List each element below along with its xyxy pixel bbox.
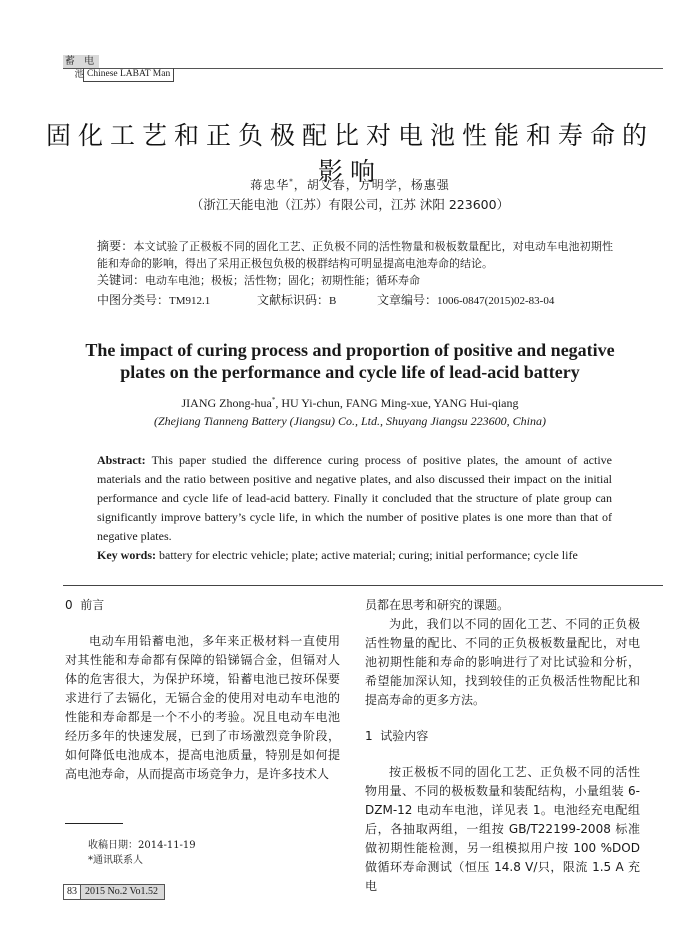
article-no-value: 1006-0847(2015)02-83-04 [437,295,555,307]
journal-name: Chinese LABAT Man [83,68,174,82]
clc-value: TM912.1 [169,295,211,307]
affiliation-cn: （浙江天能电池（江苏）有限公司，江苏 沭阳 223600） [190,197,510,212]
article-no-label: 文章编号： [377,293,438,307]
first-author-en: JIANG Zhong-hua [181,396,272,410]
section-1-title: 试验内容 [380,729,429,743]
footnote-rule [65,823,123,824]
right-column [365,596,640,896]
keywords-en-text: battery for electric vehicle; plate; active material; curing; initial performance; cycle life [159,548,578,562]
title-en: The impact of curing process and proportion of positive and negative plates on the performance and cycle life of lead-acid battery [85,340,615,382]
issue-info: 2015 No.2 Vo1.52 [85,886,158,897]
keywords-en-label: Key words: [97,548,156,562]
received-label: 收稿日期： [88,840,138,851]
abstract-cn-text: 本文试验了正极板不同的固化工艺、正负极不同的活性物量和极板数量配比，对电动车电池初期性能和寿命的影响，得出了采用正极包负极的极群结构可明显提高电池寿命的结论。 [97,240,613,270]
doc-code-value: B [329,295,337,307]
keywords-cn-text: 电动车电池；极板；活性物；固化；初期性能；循环寿命 [145,274,421,287]
section-0-title: 前言 [80,598,105,612]
other-authors-cn: ，胡义春，方明学，杨惠强 [293,178,450,192]
other-authors-en: , HU Yi-chun, FANG Ming-xue, YANG Hui-qiang [275,396,519,410]
author-mark-cn: * [289,178,294,186]
right-paragraph-2: 为此，我们以不同的固化工艺、不同的正负极活性物量的配比、不同的正负极板数量配比，对电池初期性能和寿命的影响进行了对比试验和分析，希望能加深认知，找到较佳的正负极活性物配比和提高寿命的更多方法。 [365,617,640,707]
doc-code-label: 文献标识码： [257,293,330,307]
section-0-paragraph: 电动车用铅蓄电池，多年来正极材料一直使用对其性能和寿命都有保障的铅锑镉合金，但镉对人体的危害很大，为保护环境，铅蓄电池已按环保要求进行了去镉化，无镉合金的使用对电动车电池的性能和寿命都是一个不小的考验。况且电动车电池经历多年的快速发展，已到了市场激烈竞争阶段，如何降低电池成本，提高电池质量，特别是如何提高电池寿命，从而提高市场竞争力，是许多技术人 [65,634,340,781]
abstract-cn [97,238,613,289]
left-column [65,596,340,784]
section-0-heading [65,596,340,615]
section-0-number: 0 [65,598,73,612]
affiliation-en: (Zhejiang Tianneng Battery (Jiangsu) Co., Ltd., Shuyang Jiangsu 223600, China) [154,414,546,428]
title-cn: 固化工艺和正负极配比对电池性能和寿命的影响 [45,121,654,186]
abstract-en [97,451,612,565]
keywords-cn-label: 关键词： [97,273,146,287]
abstract-cn-label: 摘要： [97,239,134,253]
page-number: 83 [64,885,81,899]
abstract-en-text: This paper studied the difference curing process of positive plates, the amount of active materials and the ratio between positive and negative plates, and also discussed their impact on the initial performance and cycle life of lead-acid battery. Finally it concluded that the structure of plate group can significantly improve battery’s cycle life, in which the number of positive plates is one more than that of negative plates. [97,453,612,543]
author-mark-en: * [271,396,276,404]
received-date: 2014-11-19 [138,840,196,851]
authors-en [0,396,700,411]
section-1-number: 1 [365,729,373,743]
section-tag: 蓄 电 池 [64,56,98,80]
footnote [88,838,196,868]
clc-label: 中图分类号： [97,293,170,307]
corresponding-note: *通讯联系人 [88,855,143,866]
body-divider [63,585,663,586]
section-1-heading [365,727,640,746]
first-author-cn: 蒋忠华 [250,178,290,192]
page-footer [63,884,165,900]
abstract-en-label: Abstract: [97,453,146,467]
right-continuation: 员都在思考和研究的课题。 [365,598,510,612]
classification-row [97,292,554,309]
authors-cn [0,176,700,193]
section-1-paragraph: 按正极板不同的固化工艺、正负极不同的活性物用量、不同的极板数量和装配结构，小量组装 6-DZM-12 电动车电池，详见表 1。电池经充电配组后，各抽取两组，一组按 GB/T22199-2008 标准做初期性能检测，另一组模拟用户按 100 %DOD 做循环寿命测试（恒压 14.8 V/只，限流 1.5 A 充电 [365,765,640,893]
